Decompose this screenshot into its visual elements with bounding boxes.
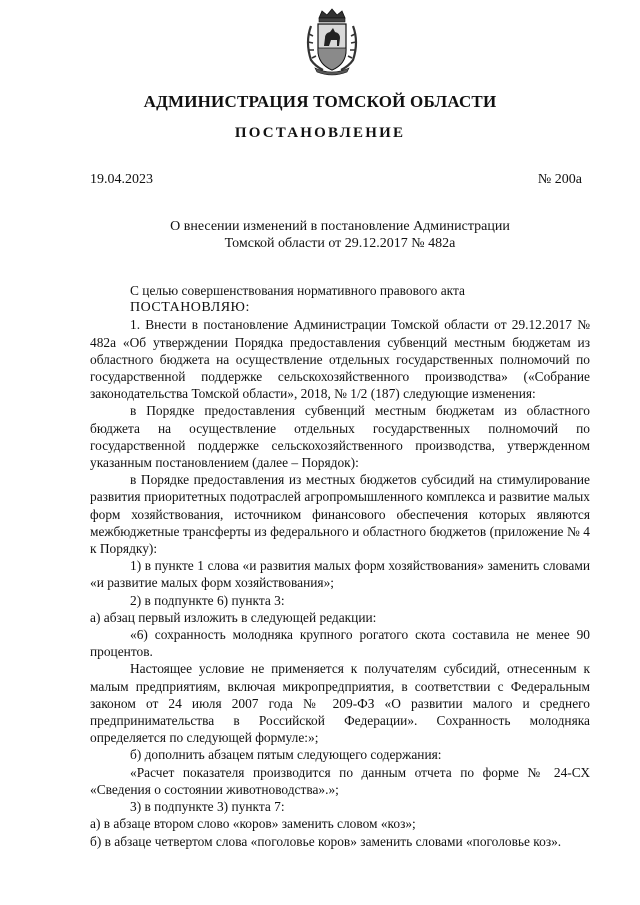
paragraph: 1. Внести в постановление Администрации Томской области от 29.12.2017 № 482а «Об утверждении Порядка предоставления субвенций местным бюджетам из областного бюджета на осуществление отдельных государственных полномочий по государственной поддержке сельскохозяйственного производства» («Собрание законодательства Томской области», 2018, № 1/2 (187) следующие изменения: [90, 317, 590, 402]
paragraph: 2) в подпункте 6) пункта 3: [130, 592, 285, 608]
subject-line-1: О внесении изменений в постановление Администрации [170, 219, 510, 234]
resolve-word: ПОСТАНОВЛЯЮ: [130, 300, 250, 316]
tomsk-region-coat-of-arms-icon [303, 8, 361, 76]
paragraph: а) в абзаце втором слово «коров» заменить словом «коз»; [90, 816, 416, 832]
paragraph: Настоящее условие не применяется к получателям субсидий, отнесенным к малым предприятиям, включая микропредприятия, в соответствии с Федеральным законом от 24 июля 2007 года № 209-ФЗ «О развитии малого и среднего предпринимательства в Российской Федерации». Сохранность молодняка определяется по следующей формуле:»; [90, 661, 590, 746]
paragraph: 3) в подпункте 3) пункта 7: [130, 799, 285, 815]
paragraph: а) абзац первый изложить в следующей редакции: [90, 609, 377, 625]
document-subject [90, 218, 590, 252]
subject-line-2: Томской области от 29.12.2017 № 482а [224, 236, 456, 251]
paragraph: «6) сохранность молодняка крупного рогатого скота составила не менее 90 процентов. [90, 627, 590, 660]
paragraph: б) дополнить абзацем пятым следующего содержания: [130, 747, 442, 763]
preamble: С целью совершенствования нормативного правового акта [130, 283, 465, 298]
paragraph: б) в абзаце четвертом слова «поголовье коров» заменить словами «поголовье коз». [90, 833, 562, 849]
document-number: № 200а [537, 172, 582, 187]
paragraph: «Расчет показателя производится по данным отчета по форме № 24-СХ «Сведения о состоянии животноводства».»; [90, 764, 590, 797]
paragraph: в Порядке предоставления из местных бюджетов субсидий на стимулирование развития приоритетных подотраслей агропромышленного комплекса и развитие малых форм хозяйствования, источником финансового обеспечения которых являются межбюджетные трансферты из федерального и областного бюджетов (приложение № 4 к Порядку): [90, 472, 590, 557]
document-type: ПОСТАНОВЛЕНИЕ [234, 125, 406, 141]
organization-title: АДМИНИСТРАЦИЯ ТОМСКОЙ ОБЛАСТИ [143, 92, 497, 111]
document-body [90, 282, 590, 850]
document-date: 19.04.2023 [90, 172, 153, 187]
paragraph: 1) в пункте 1 слова «и развития малых форм хозяйствования» заменить словами «и развитие малых форм хозяйствования»; [90, 558, 590, 591]
paragraph: в Порядке предоставления субвенций местным бюджетам из областного бюджета на осуществление отдельных государственных полномочий по государственной поддержке сельскохозяйственного производства, утвержденном указанным постановлением (далее – Порядок): [90, 403, 590, 471]
